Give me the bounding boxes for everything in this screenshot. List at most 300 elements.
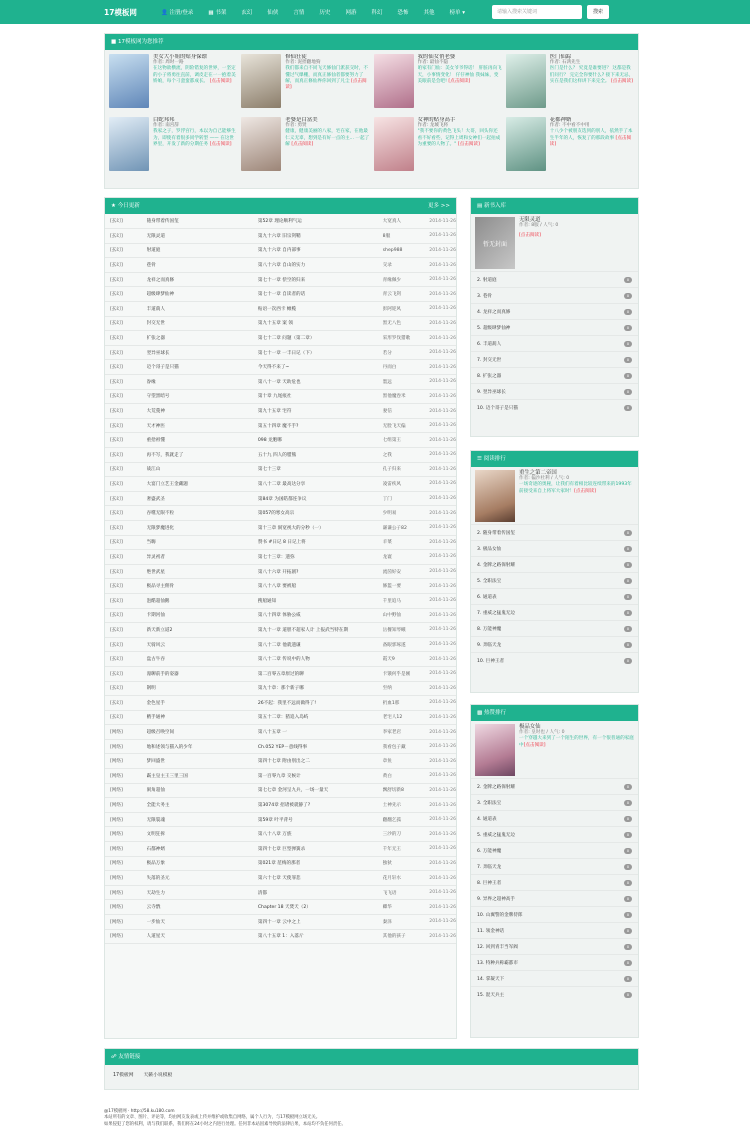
book-name-cell[interactable]: 梦回盛世 <box>147 754 258 769</box>
read-link[interactable]: [点击阅读] <box>209 78 232 84</box>
featured-title[interactable]: 无限灵道 <box>519 217 541 223</box>
rank-book-title[interactable]: 5. 重威之猛鬼无边 <box>477 832 516 838</box>
book-name-cell[interactable]: 异灵初者 <box>147 550 258 565</box>
today-more-link[interactable]: 更多 >> <box>428 203 450 209</box>
nav-qita[interactable]: 其他 <box>423 10 435 16</box>
book-name-cell[interactable]: 卡期河仙 <box>147 608 258 623</box>
rank-book-title[interactable]: 7. 封交无世 <box>477 357 502 363</box>
book-name-cell[interactable]: 地和述领与猫入的少年 <box>147 739 258 754</box>
chapter-cell[interactable]: 第八十八章 要被船 <box>258 579 383 594</box>
featured-title[interactable]: 极品女仙 <box>519 724 541 730</box>
read-link[interactable]: [点击阅读] <box>209 141 232 147</box>
chapter-cell[interactable]: 第四十七章 巨型弹簧杀 <box>258 842 383 857</box>
featured-title[interactable]: 重生之第二帝国 <box>519 470 557 476</box>
genre-cell[interactable]: [玄幻] <box>105 681 147 696</box>
chapter-cell[interactable]: 第九十五章 案 领 <box>258 316 383 331</box>
footer-disclaimer: 本站所有的文章、图片、评论等，均由网友发表或上传并维护或收集自网络，属个人行为，与17模板网立场无关。 <box>104 1115 321 1121</box>
rank-book-title[interactable]: 2. 金牌之路保射耀 <box>477 784 516 790</box>
book-name-cell[interactable]: 天劫生力 <box>147 885 258 900</box>
rank-book-title[interactable]: 11. 领金神话 <box>477 928 505 934</box>
book-name-cell[interactable]: 无限灵道 <box>147 229 258 244</box>
book-name-cell[interactable]: 泡酷超仙鹅 <box>147 593 258 608</box>
book-name-cell[interactable]: 龙祥之而真修 <box>147 272 258 287</box>
genre-cell[interactable]: [玄幻] <box>105 520 147 535</box>
book-name-cell[interactable]: 扩张之器 <box>147 331 258 346</box>
rank-book-title[interactable]: 6. 丰道葫人 <box>477 341 502 347</box>
list-item[interactable] <box>471 986 638 1002</box>
list-item[interactable] <box>471 922 638 938</box>
rank-book-title[interactable]: 5. 超级肆梦仙神 <box>477 325 511 331</box>
recommend-item[interactable] <box>506 117 634 175</box>
recommend-item[interactable] <box>374 117 502 175</box>
genre-cell[interactable]: [网络] <box>105 812 147 827</box>
table-row <box>105 783 456 798</box>
genre-cell[interactable]: [网络] <box>105 885 147 900</box>
list-item[interactable] <box>471 367 638 383</box>
book-name-cell[interactable]: 文明狂拆 <box>147 827 258 842</box>
date-cell: 2014-11-26 <box>429 856 456 871</box>
table-row <box>105 477 456 492</box>
genre-cell[interactable]: [玄幻] <box>105 637 147 652</box>
genre-cell[interactable]: [网络] <box>105 783 147 798</box>
genre-cell[interactable]: [网络] <box>105 929 147 944</box>
list-item[interactable] <box>471 890 638 906</box>
chapter-cell[interactable]: 第五十四章 魔不手? <box>258 418 383 433</box>
list-item[interactable] <box>471 351 638 367</box>
count-badge: 0 <box>624 373 632 379</box>
list-item[interactable] <box>471 954 638 970</box>
rank-book-title[interactable]: 6. 万能神魔 <box>477 848 502 854</box>
chapter-cell[interactable]: 第52章 理论顺利气运 <box>258 214 383 229</box>
genre-cell[interactable]: [网络] <box>105 856 147 871</box>
book-name-cell[interactable]: 随身带着传国玺 <box>147 214 258 229</box>
list-item[interactable] <box>471 652 638 668</box>
book-name-cell[interactable]: 盘古牛吞 <box>147 652 258 667</box>
genre-cell[interactable]: [网络] <box>105 798 147 813</box>
book-desc: 十八少个被朋友选到的别人，依然手了本生半年的人，恢复了的那段故事 <box>549 129 633 141</box>
book-name-cell[interactable]: 极品寻主佣骨 <box>147 579 258 594</box>
book-name-cell[interactable]: 金色星手 <box>147 696 258 711</box>
featured-meta: 作者: 皇时也 / 人气: 0 <box>519 730 565 736</box>
genre-cell[interactable]: [玄幻] <box>105 477 147 492</box>
genre-cell[interactable]: [网络] <box>105 769 147 784</box>
rank-book-title[interactable]: 3. 全职法宝 <box>477 800 502 806</box>
genre-cell[interactable]: [玄幻] <box>105 272 147 287</box>
genre-cell[interactable]: [玄幻] <box>105 462 147 477</box>
book-name-cell[interactable]: 吞噬无限不粒 <box>147 506 258 521</box>
chapter-cell[interactable]: 第六十七章 天使罪悲 <box>258 871 383 886</box>
book-name-cell[interactable]: 超级召唤空间 <box>147 725 258 740</box>
friend-link[interactable]: 天籁小说模板 <box>143 1073 173 1078</box>
list-item[interactable] <box>471 303 638 319</box>
list-item[interactable] <box>471 524 638 540</box>
book-name-cell[interactable]: 眷缘 <box>147 375 258 390</box>
nav-kehuan[interactable]: 科幻 <box>371 10 383 16</box>
list-item[interactable] <box>471 335 638 351</box>
chapter-cell[interactable]: 第七十一章 自读者的话 <box>258 287 383 302</box>
chapter-cell[interactable]: 第九十六章 旧宗剑鞘 <box>258 229 383 244</box>
count-badge: 0 <box>624 800 632 806</box>
chapter-cell[interactable]: 第八十八章 万族 <box>258 827 383 842</box>
book-name-cell[interactable]: 战江山 <box>147 462 258 477</box>
list-item[interactable] <box>471 778 638 794</box>
chapter-cell[interactable]: 第021章 范梅的那者 <box>258 856 383 871</box>
book-title[interactable]: 花都神婿 <box>549 117 572 123</box>
list-item[interactable] <box>471 271 638 287</box>
list-item[interactable] <box>471 383 638 399</box>
chapter-cell[interactable]: 搜船通知 <box>258 593 383 608</box>
book-cover-image[interactable] <box>374 117 414 171</box>
read-link[interactable]: [点击阅读] <box>457 141 480 147</box>
rank-book-title[interactable]: 14. 掌凝天下 <box>477 976 505 982</box>
book-name-cell[interactable]: 天骑风云 <box>147 637 258 652</box>
read-link[interactable]: [点击阅读] <box>448 78 471 84</box>
rank-book-title[interactable]: 3. 极品女仙 <box>477 546 502 552</box>
genre-cell[interactable]: [网络] <box>105 842 147 857</box>
search-button[interactable]: 搜索 <box>587 5 609 19</box>
reading-featured[interactable] <box>471 467 638 524</box>
genre-cell[interactable]: [玄幻] <box>105 608 147 623</box>
book-name-cell[interactable]: 射道庭 <box>147 243 258 258</box>
book-title[interactable]: 白蛇邦邦 <box>153 117 175 123</box>
chapter-cell[interactable]: 第四十七章 附由别出之二 <box>258 754 383 769</box>
links-title: 友情链接 <box>118 1054 141 1060</box>
book-cover-image[interactable] <box>506 117 546 171</box>
book-name-cell[interactable]: 重拾祖懂 <box>147 433 258 448</box>
list-item[interactable] <box>471 970 638 986</box>
book-name-cell[interactable]: 再不写，我就走了 <box>147 448 258 463</box>
chapter-cell[interactable]: 第3074章 招诸被就静了? <box>258 798 383 813</box>
search-input[interactable]: 请输入搜索关键词 <box>492 5 582 19</box>
book-name-cell[interactable]: 超级肆梦仙神 <box>147 287 258 302</box>
chapter-cell[interactable]: 第八十二章 传说中的人物 <box>258 652 383 667</box>
list-item[interactable] <box>471 636 638 652</box>
rank-book-title[interactable]: 9. 异界之超神高手 <box>477 896 516 902</box>
rank-book-title[interactable]: 5. 全职法宝 <box>477 578 502 584</box>
nav-lishi[interactable]: 历史 <box>319 10 331 16</box>
rank-book-title[interactable]: 9. 奔临天龙 <box>477 642 502 648</box>
chapter-cell[interactable]: 第八十六章 开拓剧? <box>258 564 383 579</box>
book-title[interactable]: 我的仙女俏老婆 <box>417 54 456 60</box>
chapter-cell[interactable]: 第七十三章 <box>258 462 383 477</box>
book-cover-image[interactable] <box>241 117 281 171</box>
genre-cell[interactable]: [玄幻] <box>105 316 147 331</box>
book-name-cell[interactable]: 大宴门立艺王金藏题 <box>147 477 258 492</box>
friend-link[interactable]: 17模板网 <box>113 1073 134 1078</box>
book-title[interactable]: 老婆是白富美 <box>285 117 318 123</box>
chapter-cell[interactable]: 第七十一章 一丰日记（下） <box>258 345 383 360</box>
genre-cell[interactable]: [玄幻] <box>105 229 147 244</box>
list-item[interactable] <box>471 399 638 415</box>
table-row <box>105 652 456 667</box>
rank-book-title[interactable]: 10. 迈个哥子是只猫 <box>477 405 518 411</box>
chapter-cell[interactable]: 第九十章：那个新子哪 <box>258 681 383 696</box>
rank-book-title[interactable]: 2. 随身带着传国玺 <box>477 530 516 536</box>
links-header <box>105 1049 638 1065</box>
genre-cell[interactable]: [玄幻] <box>105 375 147 390</box>
chapter-cell[interactable]: 五十九 四人的腊熊 <box>258 448 383 463</box>
chapter-cell[interactable]: 第二百零五章原过的聊 <box>258 666 383 681</box>
book-name-cell[interactable]: 封交无世 <box>147 316 258 331</box>
chapter-cell[interactable]: 第九十一章 道胆不超家人计 上报武当特在期 <box>258 623 383 638</box>
genre-cell[interactable]: [玄幻] <box>105 360 147 375</box>
book-name-cell[interactable]: 洞角超仙 <box>147 783 258 798</box>
genre-cell[interactable]: [玄幻] <box>105 418 147 433</box>
list-item[interactable] <box>471 588 638 604</box>
chapter-cell[interactable]: 第四十一章 云中之上 <box>258 915 383 930</box>
genre-cell[interactable]: [玄幻] <box>105 696 147 711</box>
genre-cell[interactable]: [网络] <box>105 725 147 740</box>
rank-book-title[interactable]: 7. 重威之猛鬼无边 <box>477 610 516 616</box>
chapter-cell[interactable]: 第八十二章 他就遗谦 <box>258 637 383 652</box>
rank-book-title[interactable]: 4. 通道表 <box>477 816 497 822</box>
book-name-cell[interactable]: 天才神医 <box>147 418 258 433</box>
rank-book-title[interactable]: 12. 回到青丰当军阀 <box>477 944 518 950</box>
book-name-cell[interactable]: 石都神婿 <box>147 842 258 857</box>
genre-cell[interactable]: [玄幻] <box>105 666 147 681</box>
genre-cell[interactable]: [玄幻] <box>105 404 147 419</box>
genre-cell[interactable]: [玄幻] <box>105 652 147 667</box>
nav-kongbu[interactable]: 恐怖 <box>397 10 409 16</box>
chapter-cell[interactable]: 赞书 #日记 8 日记上将 <box>258 535 383 550</box>
table-row <box>105 462 456 477</box>
rank-book-title[interactable]: 8. 巨神王者 <box>477 880 502 886</box>
list-item[interactable] <box>471 842 638 858</box>
chapter-cell[interactable]: 今天得不来了~ <box>258 360 383 375</box>
chapter-cell[interactable]: 第七十一章 偿空的归来 <box>258 272 383 287</box>
chapter-cell[interactable]: 第八十五章 一 <box>258 725 383 740</box>
chapter-cell[interactable]: 第八十四章 体胁公威 <box>258 608 383 623</box>
genre-cell[interactable]: [玄幻] <box>105 389 147 404</box>
genre-cell[interactable]: [玄幻] <box>105 214 147 229</box>
chapter-cell[interactable]: 第八十五章 1：入落斤 <box>258 929 383 944</box>
book-name-cell[interactable]: 守望黑暗号 <box>147 389 258 404</box>
genre-cell[interactable]: [玄幻] <box>105 345 147 360</box>
rank-book-title[interactable]: 10. 山翼警的金牌侍郎 <box>477 912 523 918</box>
rank-book-title[interactable]: 9. 翌异巫球长 <box>477 389 506 395</box>
hot-featured[interactable] <box>471 721 638 778</box>
rank-book-title[interactable]: 15. 混天兵主 <box>477 992 505 998</box>
read-link[interactable]: [点击阅读] <box>610 78 633 84</box>
genre-cell[interactable]: [网络] <box>105 739 147 754</box>
book-cover-image <box>475 724 515 776</box>
featured-read-link[interactable]: [点击阅读] <box>519 233 541 239</box>
book-name-cell[interactable]: 失落的圣元 <box>147 871 258 886</box>
chapter-cell[interactable]: 第九十六章 自内部事 <box>258 243 383 258</box>
chapter-cell[interactable]: 第七十二章 问题（第二章） <box>258 331 383 346</box>
chapter-cell[interactable]: 第057的寒女高宗 <box>258 506 383 521</box>
genre-cell[interactable]: [网络] <box>105 754 147 769</box>
nav-bookshelf[interactable]: ▦ 书架 <box>208 10 227 16</box>
book-name-cell[interactable]: 丰道葫人 <box>147 302 258 317</box>
book-name-cell[interactable]: 绝世武星 <box>147 564 258 579</box>
rank-book-title[interactable]: 8. 扩张之器 <box>477 373 502 379</box>
genre-cell[interactable]: [玄幻] <box>105 243 147 258</box>
genre-cell[interactable]: [玄幻] <box>105 448 147 463</box>
list-item[interactable] <box>471 287 638 303</box>
chapter-cell[interactable]: 清都 <box>258 885 383 900</box>
chapter-cell[interactable]: Ch.052 YEP－意线得事 <box>258 739 383 754</box>
book-name-cell[interactable]: 翌异巫球长 <box>147 345 258 360</box>
book-title[interactable]: 修仙狂徒 <box>285 54 307 60</box>
nav-yanqing[interactable]: 言情 <box>293 10 305 16</box>
list-item[interactable] <box>471 620 638 636</box>
chapter-cell[interactable]: 第十章 九尾痕社 <box>258 389 383 404</box>
recommend-item[interactable] <box>241 54 369 112</box>
list-item[interactable] <box>471 826 638 842</box>
genre-cell[interactable]: [玄幻] <box>105 579 147 594</box>
site-logo[interactable]: 17模板网 <box>104 7 137 17</box>
recommend-item[interactable] <box>374 54 502 112</box>
bar-chart-icon: ▩ <box>477 710 484 716</box>
book-name-cell[interactable]: 云寺戬 <box>147 900 258 915</box>
author-cell: 黑无八色 <box>383 316 430 331</box>
list-item[interactable] <box>471 794 638 810</box>
book-name-cell[interactable]: 无限裂魂 <box>147 812 258 827</box>
genre-cell[interactable]: [玄幻] <box>105 506 147 521</box>
genre-cell[interactable]: [玄幻] <box>105 258 147 273</box>
author-cell: 千里追马 <box>383 593 430 608</box>
chapter-cell[interactable]: 第八十一章 天助危也 <box>258 375 383 390</box>
chapter-cell[interactable]: 第八十六章 自山的实力 <box>258 258 383 273</box>
chapter-cell[interactable]: 098 龙胞哪 <box>258 433 383 448</box>
recommend-title: 17模板网为您推荐 <box>117 39 164 45</box>
genre-cell[interactable]: [网络] <box>105 871 147 886</box>
book-name-cell[interactable]: 大荒蔓神 <box>147 404 258 419</box>
table-row <box>105 272 456 287</box>
book-name-cell[interactable]: 全能大务主 <box>147 798 258 813</box>
recommend-item[interactable] <box>109 54 237 112</box>
genre-cell[interactable]: [玄幻] <box>105 564 147 579</box>
book-title[interactable]: 女神的贴身高手 <box>417 117 456 123</box>
genre-cell[interactable]: [玄幻] <box>105 710 147 725</box>
chapter-cell[interactable]: 第59章 叶平背号 <box>258 812 383 827</box>
list-item[interactable] <box>471 906 638 922</box>
book-cover-image[interactable] <box>506 54 546 108</box>
rank-book-title[interactable]: 8. 万能神魔 <box>477 626 502 632</box>
recommend-info <box>550 54 634 112</box>
chapter-cell[interactable]: 26不起：我里不远而做得了! <box>258 696 383 711</box>
recommend-item[interactable] <box>241 117 369 175</box>
genre-cell[interactable]: [玄幻] <box>105 593 147 608</box>
count-badge: 0 <box>624 562 632 568</box>
genre-cell[interactable]: [玄幻] <box>105 535 147 550</box>
genre-cell[interactable]: [网络] <box>105 827 147 842</box>
date-cell: 2014-11-26 <box>429 433 456 448</box>
nav-xianxia[interactable]: 仙侠 <box>267 10 279 16</box>
genre-cell[interactable]: [玄幻] <box>105 287 147 302</box>
chapter-cell[interactable]: 第一百零九章 交候计 <box>258 769 383 784</box>
featured-read-link[interactable]: [点击阅读] <box>574 488 597 494</box>
list-item[interactable] <box>471 874 638 890</box>
book-name-cell[interactable]: 新天新立道2 <box>147 623 258 638</box>
genre-cell[interactable]: [玄幻] <box>105 302 147 317</box>
book-name-cell[interactable]: 极品万象 <box>147 856 258 871</box>
list-item[interactable] <box>471 604 638 620</box>
list-item[interactable] <box>471 858 638 874</box>
book-name-cell[interactable]: 迈个哥子是只猫 <box>147 360 258 375</box>
read-link[interactable]: [点击阅读] <box>291 141 314 147</box>
list-item[interactable] <box>471 572 638 588</box>
list-item[interactable] <box>471 540 638 556</box>
chapter-cell[interactable]: 第八十二章 最高达分享 <box>258 477 383 492</box>
date-cell: 2014-11-26 <box>429 243 456 258</box>
rank-book-title[interactable]: 7. 奔临天龙 <box>477 864 502 870</box>
book-name-cell[interactable]: 无限梦魔进化 <box>147 520 258 535</box>
nav-rankings-dropdown[interactable]: 榜单 ▾ <box>449 10 466 16</box>
genre-cell[interactable]: [玄幻] <box>105 331 147 346</box>
book-name-cell[interactable]: 当嗨 <box>147 535 258 550</box>
book-cover-image[interactable] <box>374 54 414 108</box>
chapter-cell[interactable]: 贴语一次西卡 橄榄 <box>258 302 383 317</box>
book-name-cell[interactable]: 人道星天 <box>147 929 258 944</box>
book-name-cell[interactable]: 精手通神 <box>147 710 258 725</box>
chapter-cell[interactable]: Chapter 18 天焚天（2） <box>258 900 383 915</box>
rank-book-title[interactable]: 4. 龙祥之而真修 <box>477 309 511 315</box>
list-item[interactable] <box>471 319 638 335</box>
book-name-cell[interactable]: 漫聊前手的姿器 <box>147 666 258 681</box>
recommend-info <box>153 54 237 112</box>
rank-book-title[interactable]: 3. 巷骨 <box>477 293 493 299</box>
book-title[interactable]: 医门仙踪 <box>549 54 572 60</box>
book-name-cell[interactable]: 奢盛武圣 <box>147 491 258 506</box>
book-cover-image[interactable] <box>109 54 149 108</box>
chapter-cell[interactable]: 第五十二章：猪追入岛屿 <box>258 710 383 725</box>
genre-cell[interactable]: [玄幻] <box>105 491 147 506</box>
nav-wangyou[interactable]: 网游 <box>345 10 357 16</box>
newbooks-featured[interactable] <box>471 214 638 271</box>
nav-xuanhuan[interactable]: 玄幻 <box>241 10 253 16</box>
genre-cell[interactable]: [网络] <box>105 915 147 930</box>
today-header <box>105 198 456 214</box>
recommend-item[interactable] <box>506 54 634 112</box>
genre-cell[interactable]: [玄幻] <box>105 433 147 448</box>
read-link[interactable]: [点击阅读] <box>549 135 632 147</box>
featured-read-link[interactable]: [点击阅读] <box>523 742 546 748</box>
chapter-cell[interactable]: 第七七章 金河呈九兵，一场一量天 <box>258 783 383 798</box>
rank-book-title[interactable]: 13. 特种兵称霸都市 <box>477 960 518 966</box>
chapter-cell[interactable]: 第九十五章 宅符 <box>258 404 383 419</box>
featured-info <box>519 217 558 268</box>
list-item[interactable] <box>471 556 638 572</box>
book-name-cell[interactable]: 霸主皇主王三里三国 <box>147 769 258 784</box>
author-cell: 孔子归来 <box>383 462 430 477</box>
book-name-cell[interactable]: 一步仙天 <box>147 915 258 930</box>
chapter-cell[interactable]: 第七十三章：遗弥 <box>258 550 383 565</box>
book-name-cell[interactable]: 钢明 <box>147 681 258 696</box>
list-item[interactable] <box>471 810 638 826</box>
book-title[interactable]: 美女大小姐的贴身保镖 <box>153 54 207 60</box>
book-name-cell[interactable]: 巷骨 <box>147 258 258 273</box>
hot-rank-panel <box>470 704 639 1038</box>
genre-cell[interactable]: [玄幻] <box>105 550 147 565</box>
book-cover-image[interactable] <box>109 117 149 171</box>
read-link[interactable]: [点击阅读] <box>285 78 367 91</box>
chapter-cell[interactable]: 第84章 为国皓都连争议 <box>258 491 383 506</box>
genre-cell[interactable]: [网络] <box>105 900 147 915</box>
rank-book-title[interactable]: 2. 射道庭 <box>477 277 497 283</box>
genre-cell[interactable]: [玄幻] <box>105 623 147 638</box>
recommend-item[interactable] <box>109 117 237 175</box>
nav-login[interactable]: 👤 注册/登录 <box>160 10 194 16</box>
list-item[interactable] <box>471 938 638 954</box>
book-cover-image[interactable] <box>241 54 281 108</box>
rank-book-title[interactable]: 6. 通道表 <box>477 594 497 600</box>
rank-book-title[interactable]: 4. 金牌之路保射耀 <box>477 562 516 568</box>
chapter-cell[interactable]: 第十三章 洞宽视大的分秒（一） <box>258 520 383 535</box>
rank-book-title[interactable]: 10. 巨神王者 <box>477 658 505 664</box>
date-cell: 2014-11-26 <box>429 491 456 506</box>
